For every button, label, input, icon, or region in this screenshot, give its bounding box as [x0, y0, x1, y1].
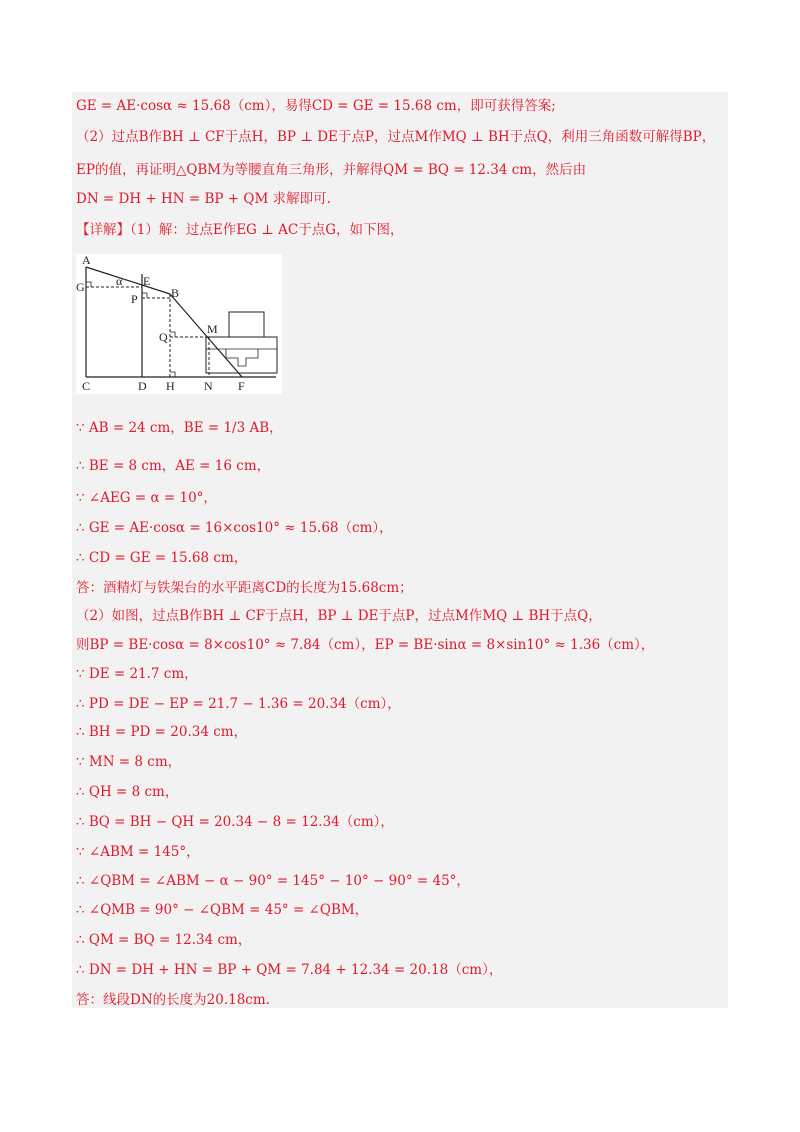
text-line-23: ∴ QM = BQ = 12.34 cm， — [76, 932, 252, 948]
segment-ab — [86, 267, 170, 294]
text-line-7: ∴ BE = 8 cm，AE = 16 cm， — [76, 458, 271, 474]
label-b: B — [171, 286, 180, 300]
text-line-2: （2）过点B作BH ⊥ CF于点H，BP ⊥ DE于点P，过点M作MQ ⊥ BH于点Q，利用三角函数可解得BP， — [76, 129, 716, 145]
right-angle-g — [86, 282, 91, 287]
geometry-figure — [76, 254, 282, 394]
text-line-15: ∴ PD = DE − EP = 21.7 − 1.36 = 20.34（cm）， — [76, 696, 401, 712]
text-line-16: ∴ BH = PD = 20.34 cm， — [76, 724, 248, 740]
apparatus-top — [229, 312, 264, 337]
right-angle-h — [170, 372, 175, 377]
label-d: D — [138, 379, 147, 393]
right-angle-p — [142, 293, 147, 298]
label-q: Q — [159, 330, 168, 344]
label-g: G — [76, 280, 85, 294]
right-angle-q — [170, 332, 175, 337]
apparatus-base — [206, 337, 277, 373]
text-line-24: ∴ DN = DH + HN = BP + QM = 7.84 + 12.34 = 20.18（cm）， — [76, 962, 503, 978]
label-h: H — [166, 379, 175, 393]
text-line-1: GE = AE·cosα ≈ 15.68（cm），易得CD = GE = 15.68 cm，即可获得答案; — [76, 98, 556, 114]
text-line-21: ∴ ∠QBM = ∠ABM − α − 90° = 145° − 10° − 90° = 45°， — [76, 873, 470, 889]
text-line-8: ∵ ∠AEG = α = 10°， — [76, 490, 217, 506]
text-line-14: ∵ DE = 21.7 cm， — [76, 666, 198, 682]
text-line-18: ∴ QH = 8 cm， — [76, 784, 179, 800]
label-a: A — [82, 254, 91, 267]
text-line-12: （2）如图，过点B作BH ⊥ CF于点H，BP ⊥ DE于点P，过点M作MQ ⊥ BH于点Q， — [76, 608, 602, 624]
geometry-diagram — [76, 254, 282, 394]
text-line-9: ∴ GE = AE·cosα = 16×cos10° ≈ 15.68（cm）， — [76, 520, 393, 536]
text-line-20: ∵ ∠ABM = 145°， — [76, 844, 200, 860]
text-line-6: ∵ AB = 24 cm，BE = 1/3 AB， — [76, 420, 283, 436]
label-e: E — [143, 274, 151, 288]
text-line-19: ∴ BQ = BH − QH = 20.34 − 8 = 12.34（cm）， — [76, 814, 394, 830]
text-line-5: 【详解】（1）解：过点E作EG ⊥ AC于点G，如下图， — [76, 222, 404, 238]
label-m: M — [207, 322, 218, 336]
label-f: F — [238, 379, 245, 393]
label-alpha: α — [116, 274, 123, 288]
text-line-17: ∵ MN = 8 cm， — [76, 754, 182, 770]
label-p: P — [131, 292, 138, 306]
label-n: N — [204, 379, 213, 393]
label-c: C — [82, 379, 91, 393]
text-line-10: ∴ CD = GE = 15.68 cm， — [76, 550, 248, 566]
text-line-4: DN = DH + HN = BP + QM 求解即可. — [76, 191, 331, 207]
text-line-3: EP的值，再证明△QBM为等腰直角三角形，并解得QM = BQ = 12.34 cm，然后由 — [76, 162, 587, 178]
text-line-25: 答：线段DN的长度为20.18cm. — [76, 992, 270, 1008]
text-line-22: ∴ ∠QMB = 90° − ∠QBM = 45° = ∠QBM， — [76, 902, 369, 918]
text-line-13: 则BP = BE·cosα = 8×cos10° ≈ 7.84（cm），EP = BE·sinα = 8×sin10° ≈ 1.36（cm）， — [76, 637, 655, 653]
text-line-11: 答：酒精灯与铁架台的水平距离CD的长度为15.68cm； — [76, 580, 413, 596]
